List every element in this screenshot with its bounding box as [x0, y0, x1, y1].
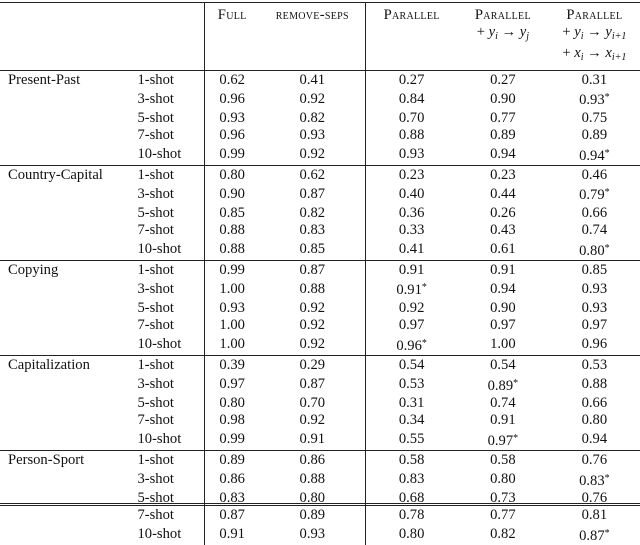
- cell-par-xy: 0.76: [549, 451, 640, 470]
- table-row: [0, 430, 640, 451]
- cell-par-y: 0.94: [457, 145, 549, 166]
- cell-par-y: 0.27: [457, 71, 549, 90]
- cell-par-xy: 0.88: [549, 375, 640, 395]
- significance-marker: *: [513, 378, 518, 389]
- cell-parallel: 0.96*: [366, 335, 457, 356]
- table-body: [0, 71, 640, 545]
- cell-par-xy: 0.94: [549, 430, 640, 451]
- table-row: [0, 145, 640, 166]
- header-parallel: Parallel: [366, 2, 457, 71]
- task-name: [0, 412, 126, 429]
- task-name: Present-Past: [0, 71, 126, 90]
- task-name: [0, 317, 126, 334]
- cell-par-xy: 0.79*: [549, 184, 640, 204]
- cell-full: 0.88: [205, 222, 260, 239]
- cell-remove-seps: 0.82: [259, 205, 365, 222]
- shot-label: 7-shot: [126, 222, 204, 239]
- cell-remove-seps: 0.87: [259, 261, 365, 280]
- cell-full: 0.87: [205, 507, 260, 524]
- cell-remove-seps: 0.41: [259, 71, 365, 90]
- task-name: [0, 222, 126, 239]
- shot-label: 10-shot: [126, 145, 204, 166]
- cell-remove-seps: 0.87: [259, 184, 365, 204]
- cell-par-y: 0.97: [457, 317, 549, 334]
- task-name: [0, 110, 126, 127]
- header-parallel-xy-sub2: + $x_i \to x_{i+1}$: [549, 45, 640, 66]
- significance-marker: *: [605, 528, 610, 539]
- cell-parallel: 0.78: [366, 507, 457, 524]
- header-shots: [126, 2, 204, 71]
- cell-par-xy: 0.89: [549, 127, 640, 144]
- cell-remove-seps: 0.86: [259, 451, 365, 470]
- cell-parallel: 0.97: [366, 317, 457, 334]
- cell-par-y: 0.91: [457, 261, 549, 280]
- significance-marker: *: [605, 187, 610, 198]
- cell-full: 0.90: [205, 184, 260, 204]
- task-name: Person-Sport: [0, 451, 126, 470]
- table-row: [0, 451, 640, 470]
- task-name: [0, 525, 126, 545]
- cell-par-xy: 0.81: [549, 507, 640, 524]
- table-row: [0, 279, 640, 299]
- cell-remove-seps: 0.29: [259, 356, 365, 375]
- cell-parallel: 0.27: [366, 71, 457, 90]
- cell-par-xy: 0.93: [549, 300, 640, 317]
- cell-remove-seps: 0.88: [259, 470, 365, 490]
- cell-par-xy: 0.66: [549, 205, 640, 222]
- cell-par-y: 0.44: [457, 184, 549, 204]
- table-row: [0, 71, 640, 90]
- cell-par-xy: 0.66: [549, 395, 640, 412]
- cell-par-xy: 0.93*: [549, 89, 640, 109]
- cell-full: 0.89: [205, 451, 260, 470]
- cell-parallel: 0.84: [366, 89, 457, 109]
- shot-label: 10-shot: [126, 430, 204, 451]
- shot-label: 7-shot: [126, 127, 204, 144]
- cell-par-y: 0.80: [457, 470, 549, 490]
- cell-par-y: 0.54: [457, 356, 549, 375]
- table-row: [0, 89, 640, 109]
- significance-marker: *: [513, 433, 518, 444]
- cell-par-xy: 0.93: [549, 279, 640, 299]
- task-name: [0, 507, 126, 524]
- table-row: [0, 261, 640, 280]
- header-parallel-y: Parallel + $y_i \to y_j$: [457, 2, 549, 71]
- cell-parallel: 0.33: [366, 222, 457, 239]
- cell-remove-seps: 0.92: [259, 317, 365, 334]
- table-row: [0, 507, 640, 524]
- task-name: [0, 300, 126, 317]
- shot-label: 10-shot: [126, 525, 204, 545]
- cell-parallel: 0.88: [366, 127, 457, 144]
- cell-par-y: 0.91: [457, 412, 549, 429]
- cell-full: 0.96: [205, 127, 260, 144]
- significance-marker: *: [422, 282, 427, 293]
- cell-par-y: 0.90: [457, 300, 549, 317]
- cell-parallel: 0.92: [366, 300, 457, 317]
- cell-remove-seps: 0.88: [259, 279, 365, 299]
- cell-parallel: 0.40: [366, 184, 457, 204]
- significance-marker: *: [605, 473, 610, 484]
- table-row: [0, 356, 640, 375]
- cell-remove-seps: 0.87: [259, 375, 365, 395]
- cell-par-y: 0.90: [457, 89, 549, 109]
- cell-full: 1.00: [205, 279, 260, 299]
- cell-remove-seps: 0.93: [259, 525, 365, 545]
- cell-full: 0.62: [205, 71, 260, 90]
- task-name: [0, 375, 126, 395]
- cell-remove-seps: 0.91: [259, 430, 365, 451]
- header-parallel-y-sub: + $y_i \to y_j$: [457, 24, 549, 45]
- shot-label: 5-shot: [126, 300, 204, 317]
- shot-label: 10-shot: [126, 335, 204, 356]
- cell-par-y: 1.00: [457, 335, 549, 356]
- shot-label: 10-shot: [126, 240, 204, 261]
- cell-full: 1.00: [205, 335, 260, 356]
- cell-full: 0.88: [205, 240, 260, 261]
- table-row: [0, 490, 640, 507]
- cell-par-xy: 0.87*: [549, 525, 640, 545]
- cell-full: 0.93: [205, 110, 260, 127]
- task-name: Copying: [0, 261, 126, 280]
- header-parallel-xy: Parallel + $y_i \to y_{i+1}$ + $x_i \to x_{i+1}$: [549, 2, 640, 71]
- table-row: [0, 222, 640, 239]
- cell-par-y: 0.89*: [457, 375, 549, 395]
- cell-full: 0.83: [205, 490, 260, 507]
- table-row: [0, 412, 640, 429]
- cell-full: 0.99: [205, 145, 260, 166]
- task-name: [0, 335, 126, 356]
- cell-par-y: 0.23: [457, 166, 549, 185]
- cell-full: 0.97: [205, 375, 260, 395]
- cell-full: 0.99: [205, 261, 260, 280]
- table-row: [0, 184, 640, 204]
- shot-label: 7-shot: [126, 412, 204, 429]
- cell-parallel: 0.41: [366, 240, 457, 261]
- cell-parallel: 0.91: [366, 261, 457, 280]
- cell-full: 0.99: [205, 430, 260, 451]
- cell-full: 0.39: [205, 356, 260, 375]
- header-task: [0, 2, 126, 71]
- cell-full: 0.85: [205, 205, 260, 222]
- cell-full: 1.00: [205, 317, 260, 334]
- cell-parallel: 0.53: [366, 375, 457, 395]
- cell-par-xy: 0.94*: [549, 145, 640, 166]
- task-name: [0, 89, 126, 109]
- cell-remove-seps: 0.85: [259, 240, 365, 261]
- cell-full: 0.86: [205, 470, 260, 490]
- cell-full: 0.98: [205, 412, 260, 429]
- header-parallel-xy-sub1: + $y_i \to y_{i+1}$: [549, 24, 640, 45]
- shot-label: 3-shot: [126, 279, 204, 299]
- cell-par-xy: 0.80*: [549, 240, 640, 261]
- task-name: [0, 145, 126, 166]
- shot-label: 7-shot: [126, 507, 204, 524]
- task-name: [0, 127, 126, 144]
- cell-par-y: 0.26: [457, 205, 549, 222]
- cell-par-xy: 0.80: [549, 412, 640, 429]
- shot-label: 1-shot: [126, 71, 204, 90]
- cell-remove-seps: 0.93: [259, 127, 365, 144]
- task-name: [0, 470, 126, 490]
- task-name: [0, 184, 126, 204]
- cell-remove-seps: 0.92: [259, 145, 365, 166]
- significance-marker: *: [605, 92, 610, 103]
- cell-par-y: 0.77: [457, 110, 549, 127]
- cell-par-y: 0.43: [457, 222, 549, 239]
- significance-marker: *: [422, 338, 427, 349]
- cell-parallel: 0.68: [366, 490, 457, 507]
- cell-full: 0.91: [205, 525, 260, 545]
- shot-label: 3-shot: [126, 375, 204, 395]
- cell-par-xy: 0.96: [549, 335, 640, 356]
- task-name: [0, 205, 126, 222]
- cell-parallel: 0.70: [366, 110, 457, 127]
- shot-label: 7-shot: [126, 317, 204, 334]
- cell-parallel: 0.83: [366, 470, 457, 490]
- cell-par-xy: 0.76: [549, 490, 640, 507]
- table-row: [0, 375, 640, 395]
- cell-full: 0.80: [205, 395, 260, 412]
- significance-marker: *: [605, 148, 610, 159]
- cell-par-xy: 0.31: [549, 71, 640, 90]
- cell-remove-seps: 0.89: [259, 507, 365, 524]
- header-remove-seps: remove-seps: [259, 2, 365, 71]
- cell-par-y: 0.89: [457, 127, 549, 144]
- task-name: [0, 430, 126, 451]
- cell-parallel: 0.93: [366, 145, 457, 166]
- cell-par-y: 0.74: [457, 395, 549, 412]
- cell-full: 0.93: [205, 300, 260, 317]
- cell-parallel: 0.23: [366, 166, 457, 185]
- header-row: [0, 2, 640, 71]
- cell-remove-seps: 0.92: [259, 412, 365, 429]
- table-row: [0, 395, 640, 412]
- shot-label: 5-shot: [126, 395, 204, 412]
- task-name: [0, 240, 126, 261]
- table-row: [0, 166, 640, 185]
- cell-full: 0.96: [205, 89, 260, 109]
- shot-label: 3-shot: [126, 89, 204, 109]
- table-row: [0, 205, 640, 222]
- table-row: [0, 525, 640, 545]
- task-name: Country-Capital: [0, 166, 126, 185]
- cell-par-xy: 0.75: [549, 110, 640, 127]
- cell-remove-seps: 0.80: [259, 490, 365, 507]
- shot-label: 1-shot: [126, 451, 204, 470]
- table-row: [0, 240, 640, 261]
- cell-parallel: 0.31: [366, 395, 457, 412]
- table-row: [0, 110, 640, 127]
- results-table: [0, 2, 640, 545]
- cell-parallel: 0.58: [366, 451, 457, 470]
- shot-label: 3-shot: [126, 184, 204, 204]
- significance-marker: *: [605, 243, 610, 254]
- table-row: [0, 127, 640, 144]
- cell-parallel: 0.36: [366, 205, 457, 222]
- shot-label: 3-shot: [126, 470, 204, 490]
- cell-remove-seps: 0.82: [259, 110, 365, 127]
- shot-label: 1-shot: [126, 166, 204, 185]
- task-name: [0, 490, 126, 507]
- cell-remove-seps: 0.92: [259, 300, 365, 317]
- cell-full: 0.80: [205, 166, 260, 185]
- cell-parallel: 0.54: [366, 356, 457, 375]
- cell-remove-seps: 0.83: [259, 222, 365, 239]
- cell-par-xy: 0.97: [549, 317, 640, 334]
- cell-remove-seps: 0.62: [259, 166, 365, 185]
- cell-par-xy: 0.83*: [549, 470, 640, 490]
- cell-par-xy: 0.74: [549, 222, 640, 239]
- table-row: [0, 470, 640, 490]
- shot-label: 1-shot: [126, 356, 204, 375]
- cell-parallel: 0.55: [366, 430, 457, 451]
- shot-label: 5-shot: [126, 490, 204, 507]
- cell-par-y: 0.94: [457, 279, 549, 299]
- shot-label: 5-shot: [126, 205, 204, 222]
- cell-par-y: 0.97*: [457, 430, 549, 451]
- task-name: Capitalization: [0, 356, 126, 375]
- cell-remove-seps: 0.92: [259, 335, 365, 356]
- table-row: [0, 335, 640, 356]
- cell-par-y: 0.82: [457, 525, 549, 545]
- cell-par-y: 0.58: [457, 451, 549, 470]
- task-name: [0, 395, 126, 412]
- shot-label: 5-shot: [126, 110, 204, 127]
- table-row: [0, 300, 640, 317]
- cell-par-xy: 0.46: [549, 166, 640, 185]
- cell-parallel: 0.80: [366, 525, 457, 545]
- cell-remove-seps: 0.92: [259, 89, 365, 109]
- cell-parallel: 0.91*: [366, 279, 457, 299]
- cell-par-xy: 0.85: [549, 261, 640, 280]
- table-row: [0, 317, 640, 334]
- cell-remove-seps: 0.70: [259, 395, 365, 412]
- shot-label: 1-shot: [126, 261, 204, 280]
- cell-par-xy: 0.53: [549, 356, 640, 375]
- cell-par-y: 0.61: [457, 240, 549, 261]
- task-name: [0, 279, 126, 299]
- cell-par-y: 0.73: [457, 490, 549, 507]
- header-full: Full: [205, 2, 260, 71]
- cell-par-y: 0.77: [457, 507, 549, 524]
- cell-parallel: 0.34: [366, 412, 457, 429]
